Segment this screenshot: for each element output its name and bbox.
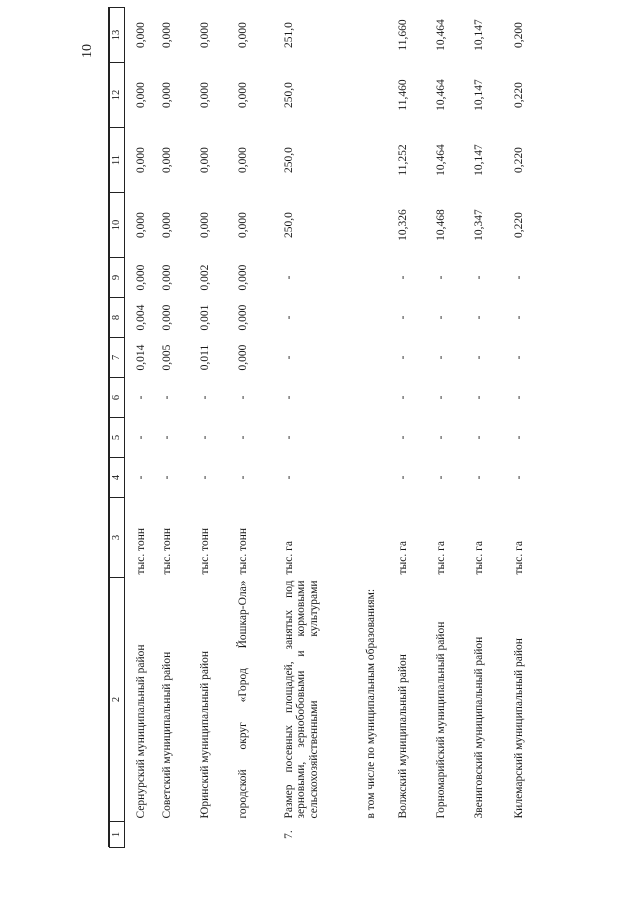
row-unit: тыс. га xyxy=(396,541,409,575)
row-name: Звениговский муниципальный район xyxy=(472,636,485,819)
row-value: 10,464 xyxy=(434,19,447,51)
row-value: 0,000 xyxy=(160,264,173,291)
column-number-row xyxy=(110,8,125,848)
row-value: - xyxy=(396,275,409,280)
table-row xyxy=(237,8,275,848)
row-value: 0,000 xyxy=(236,344,249,371)
column-header: 4 xyxy=(110,458,125,498)
row-value: 0,000 xyxy=(135,82,147,108)
row-value: 0,011 xyxy=(198,344,211,371)
row-value: 0,000 xyxy=(135,147,147,173)
row-value: 0,000 xyxy=(160,82,173,108)
row-value: 11,252 xyxy=(396,144,409,176)
row-number xyxy=(397,822,435,848)
row-value: - xyxy=(198,395,211,400)
row-name: Размер посевных площадей, занятых под зерновыми, зернобобовыми и кормовыми сельскохозяйственными культурами xyxy=(282,580,321,819)
row-value: 0,002 xyxy=(198,264,211,291)
row-number xyxy=(513,822,553,848)
column-header: 12 xyxy=(110,63,125,128)
row-value: 10,147 xyxy=(472,144,485,176)
row-value: - xyxy=(472,395,485,400)
table-row xyxy=(125,8,161,848)
column-header: 13 xyxy=(110,8,125,63)
row-value: 0,001 xyxy=(198,304,211,331)
row-value: 10,464 xyxy=(434,79,447,111)
row-value: - xyxy=(135,435,147,440)
row-value: - xyxy=(135,475,147,480)
column-header: 6 xyxy=(110,378,125,418)
row-value: - xyxy=(472,435,485,440)
row-value: - xyxy=(434,275,447,280)
row-value: 0,000 xyxy=(160,212,173,238)
row-value: 10,326 xyxy=(396,209,409,241)
row-number xyxy=(473,822,513,848)
row-name: Советский муниципальный район xyxy=(160,651,173,819)
table-row xyxy=(513,8,553,848)
row-value: 0,200 xyxy=(512,22,525,48)
table-row xyxy=(161,8,199,848)
row-name: Юринский муниципальный район xyxy=(198,650,211,819)
table-row xyxy=(435,8,473,848)
row-number xyxy=(125,822,161,848)
row-value: - xyxy=(512,315,525,320)
row-value: - xyxy=(236,475,249,480)
row-number xyxy=(161,822,199,848)
row-unit: тыс. га xyxy=(472,541,485,575)
row-name: Горномарийский муниципальный район xyxy=(434,621,447,819)
row-value: 0,000 xyxy=(236,22,249,48)
row-value: - xyxy=(282,275,295,280)
row-number xyxy=(237,822,275,848)
row-value: - xyxy=(472,355,485,360)
row-value: 250,0 xyxy=(282,212,295,238)
row-value xyxy=(359,378,397,418)
row-value: 0,000 xyxy=(135,264,147,291)
page-number: 10 xyxy=(80,44,95,58)
row-value: - xyxy=(472,315,485,320)
column-header: 1 xyxy=(110,822,125,848)
row-value: - xyxy=(434,435,447,440)
row-value: - xyxy=(396,435,409,440)
column-header: 2 xyxy=(110,578,125,822)
row-value xyxy=(359,193,397,258)
table-body xyxy=(125,8,553,848)
row-value: - xyxy=(472,475,485,480)
row-value: 250,0 xyxy=(282,82,295,108)
row-value xyxy=(359,128,397,193)
row-value: 0,000 xyxy=(135,212,147,238)
row-value: 0,000 xyxy=(198,22,211,48)
row-unit: тыс. тонн xyxy=(236,527,249,575)
row-value xyxy=(359,458,397,498)
row-value: 0,000 xyxy=(160,147,173,173)
row-value: - xyxy=(282,355,295,360)
row-name: Сернурский муниципальный район xyxy=(135,644,147,819)
row-value: 250,0 xyxy=(282,147,295,173)
row-value: - xyxy=(512,275,525,280)
table-row xyxy=(397,8,435,848)
table-row xyxy=(359,8,397,848)
row-value: 0,014 xyxy=(135,344,147,371)
row-value: 10,147 xyxy=(472,79,485,111)
row-value: 0,000 xyxy=(236,147,249,173)
row-value: - xyxy=(434,355,447,360)
row-value xyxy=(359,338,397,378)
row-value: 10,468 xyxy=(434,209,447,241)
table-row xyxy=(473,8,513,848)
row-value: 0,005 xyxy=(160,344,173,371)
row-value: - xyxy=(236,395,249,400)
row-value: - xyxy=(396,315,409,320)
row-unit xyxy=(359,498,397,578)
row-value: - xyxy=(434,315,447,320)
row-unit: тыс. тонн xyxy=(160,527,173,575)
row-value: 11,660 xyxy=(396,19,409,51)
row-value: - xyxy=(396,475,409,480)
row-value: 0,220 xyxy=(512,212,525,238)
row-value: - xyxy=(472,275,485,280)
row-value: - xyxy=(396,355,409,360)
row-value: - xyxy=(282,475,295,480)
row-value: - xyxy=(434,395,447,400)
row-value: - xyxy=(282,395,295,400)
row-number xyxy=(359,822,397,848)
column-header: 7 xyxy=(110,338,125,378)
row-value: - xyxy=(434,475,447,480)
row-value: 0,000 xyxy=(236,304,249,331)
column-header: 11 xyxy=(110,128,125,193)
row-unit: тыс. га xyxy=(434,541,447,575)
row-value: - xyxy=(160,395,173,400)
row-value: 0,000 xyxy=(160,304,173,331)
row-value xyxy=(359,418,397,458)
row-value: 11,460 xyxy=(396,79,409,111)
row-name: городской округ «Город Йошкар-Ола» xyxy=(236,580,249,819)
row-value: 0,000 xyxy=(198,212,211,238)
row-unit: тыс. тонн xyxy=(135,527,147,575)
column-header: 8 xyxy=(110,298,125,338)
row-value: - xyxy=(512,395,525,400)
row-value: - xyxy=(236,435,249,440)
row-value: 0,000 xyxy=(135,22,147,48)
row-value: 0,000 xyxy=(198,147,211,173)
row-value: - xyxy=(198,475,211,480)
table-row xyxy=(275,8,359,848)
row-number: 7. xyxy=(282,830,295,839)
row-number xyxy=(435,822,473,848)
row-value: - xyxy=(160,475,173,480)
row-value: 10,147 xyxy=(472,19,485,51)
row-value: 0,220 xyxy=(512,147,525,173)
row-name: в том числе по муниципальным образованиям: xyxy=(364,588,377,819)
row-value: 251,0 xyxy=(282,22,295,48)
row-value: - xyxy=(198,435,211,440)
row-value: - xyxy=(396,395,409,400)
row-value: 10,464 xyxy=(434,144,447,176)
row-value: 0,000 xyxy=(236,264,249,291)
row-value: - xyxy=(282,315,295,320)
row-value xyxy=(359,298,397,338)
row-value: 0,220 xyxy=(512,82,525,108)
row-value: 0,000 xyxy=(236,212,249,238)
row-value: - xyxy=(135,395,147,400)
row-unit: тыс. га xyxy=(512,541,525,575)
rotated-table-block xyxy=(108,8,628,848)
row-name: Килемарский муниципальный район xyxy=(512,638,525,819)
row-name: Волжский муниципальный район xyxy=(396,654,409,819)
row-value: 0,004 xyxy=(135,304,147,331)
row-value: 0,000 xyxy=(198,82,211,108)
column-header: 3 xyxy=(110,498,125,578)
column-header: 10 xyxy=(110,193,125,258)
row-number xyxy=(199,822,237,848)
row-value: 10,347 xyxy=(472,209,485,241)
row-unit: тыс. га xyxy=(282,541,295,575)
row-value: - xyxy=(512,355,525,360)
row-value xyxy=(359,63,397,128)
column-header: 5 xyxy=(110,418,125,458)
row-value: - xyxy=(512,435,525,440)
row-value: - xyxy=(282,435,295,440)
row-value xyxy=(359,258,397,298)
column-header: 9 xyxy=(110,258,125,298)
row-value: - xyxy=(160,435,173,440)
row-unit: тыс. тонн xyxy=(198,527,211,575)
row-value: 0,000 xyxy=(236,82,249,108)
row-value: - xyxy=(512,475,525,480)
row-value: 0,000 xyxy=(160,22,173,48)
table-row xyxy=(199,8,237,848)
row-value xyxy=(359,8,397,63)
data-table xyxy=(108,7,553,848)
